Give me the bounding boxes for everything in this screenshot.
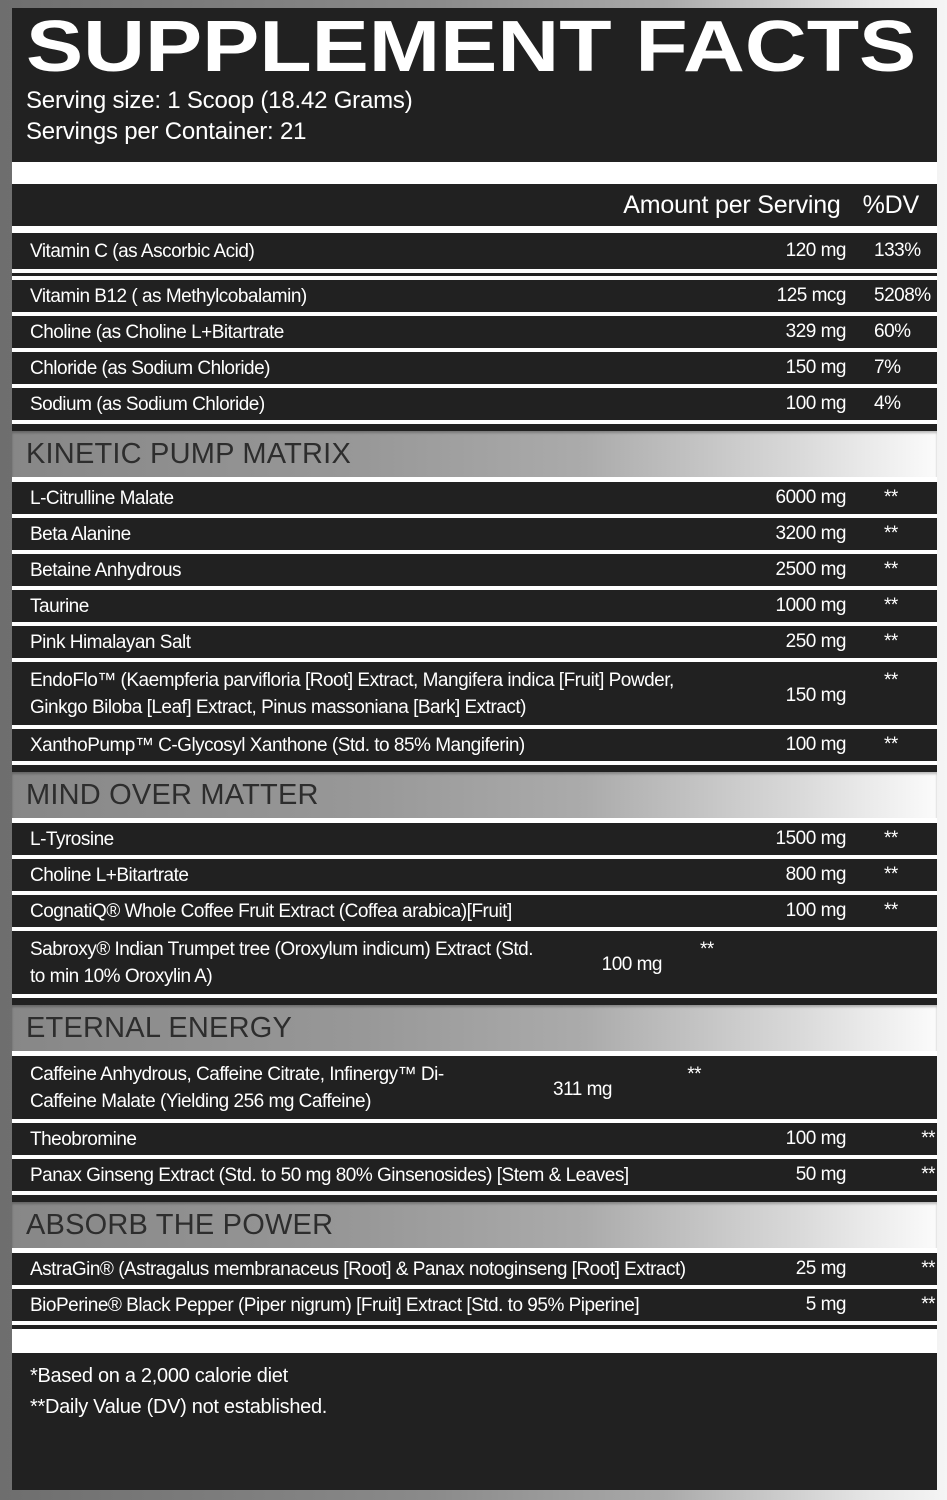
ingredient-row	[12, 388, 937, 424]
ingredient-amount: 100 mg	[785, 900, 846, 921]
ingredient-amount: 100 mg	[785, 734, 846, 755]
ingredient-name: Chloride (as Sodium Chloride)	[30, 357, 270, 379]
ingredient-amount: 329 mg	[785, 321, 846, 342]
ingredient-name: Sabroxy® Indian Trumpet tree (Oroxylum indicum) Extract (Std. to min 10% Oroxylin A)	[30, 939, 534, 987]
ingredient-amount: 2500 mg	[775, 559, 846, 580]
ingredient-dv: 60%	[874, 321, 911, 342]
ingredient-amount: 3200 mg	[775, 523, 846, 544]
ingredient-dv: **	[700, 939, 714, 960]
ingredient-amount: 5 mg	[805, 1294, 846, 1315]
ingredient-name: Sodium (as Sodium Chloride)	[30, 393, 265, 415]
ingredient-dv: **	[884, 523, 898, 544]
section-header-mind-over-matter: MIND OVER MATTER	[12, 772, 937, 823]
ingredient-row	[12, 931, 937, 998]
ingredient-name: Caffeine Anhydrous, Caffeine Citrate, Infinergy™ Di-Caffeine Malate (Yielding 256 mg Caffeine)	[30, 1064, 444, 1112]
footnotes	[12, 1353, 937, 1423]
ingredient-name: XanthoPump™ C-Glycosyl Xanthone (Std. to 85% Mangiferin)	[30, 734, 525, 756]
ingredient-row	[12, 280, 937, 316]
footnote-calorie-diet: *Based on a 2,000 calorie diet	[30, 1365, 288, 1387]
ingredient-name: EndoFlo™ (Kaempferia parvifloria [Root] Extract, Mangifera indica [Fruit] Powder, Ginkgo Biloba [Leaf] Extract, Pinus massoniana [Bark] Extract)	[30, 670, 674, 718]
ingredient-amount: 100 mg	[785, 1128, 846, 1149]
ingredient-row	[12, 1123, 937, 1159]
ingredient-row	[12, 1056, 937, 1123]
ingredient-dv: **	[884, 559, 898, 580]
ingredient-name: Pink Himalayan Salt	[30, 631, 191, 653]
ingredient-name: Theobromine	[30, 1128, 137, 1150]
ingredient-amount: 125 mcg	[776, 285, 846, 306]
section-header-kinetic-pump-matrix: KINETIC PUMP MATRIX	[12, 431, 937, 482]
column-headers	[12, 184, 937, 226]
ingredient-amount: 311 mg	[553, 1078, 612, 1100]
ingredient-amount: 150 mg	[785, 684, 846, 706]
section-header-absorb-the-power: ABSORB THE POWER	[12, 1202, 937, 1253]
ingredient-row	[12, 233, 937, 269]
ingredient-amount: 1500 mg	[775, 828, 846, 849]
ingredient-row	[12, 554, 937, 590]
ingredient-amount: 100 mg	[785, 393, 846, 414]
ingredient-row	[12, 518, 937, 554]
ingredient-amount: 120 mg	[785, 240, 846, 261]
ingredient-amount: 250 mg	[785, 631, 846, 652]
ingredient-name: Choline L+Bitartrate	[30, 864, 189, 886]
ingredient-row	[12, 662, 937, 729]
ingredient-amount: 6000 mg	[775, 487, 846, 508]
ingredient-dv: **	[884, 487, 898, 508]
ingredient-row	[12, 1253, 937, 1289]
ingredient-row	[12, 1289, 937, 1325]
ingredient-dv: 7%	[874, 357, 901, 378]
footnote-daily-value: **Daily Value (DV) not established.	[30, 1396, 328, 1418]
section-header-eternal-energy: ETERNAL ENERGY	[12, 1005, 937, 1056]
ingredient-name: BioPerine® Black Pepper (Piper nigrum) [Fruit] Extract [Std. to 95% Piperine]	[30, 1294, 640, 1316]
ingredient-dv: **	[884, 595, 898, 616]
ingredient-name: Choline (as Choline L+Bitartrate	[30, 321, 284, 343]
ingredient-row	[12, 823, 937, 859]
ingredient-dv: **	[921, 1128, 935, 1149]
ingredient-dv: **	[884, 900, 898, 921]
ingredient-row	[12, 482, 937, 518]
ingredient-name: AstraGin® (Astragalus membranaceus [Root] & Panax notoginseng [Root] Extract)	[30, 1258, 686, 1280]
ingredient-dv: **	[884, 828, 898, 849]
ingredient-dv: **	[687, 1064, 701, 1085]
ingredient-dv: **	[884, 864, 898, 885]
ingredient-dv: **	[884, 670, 898, 691]
ingredient-name: CognatiQ® Whole Coffee Fruit Extract (Coffea arabica)[Fruit]	[30, 900, 512, 922]
ingredient-dv: **	[884, 631, 898, 652]
ingredient-row	[12, 1159, 937, 1195]
ingredient-amount: 100 mg	[601, 953, 662, 975]
ingredient-row	[12, 895, 937, 931]
ingredient-name: L-Citrulline Malate	[30, 487, 174, 509]
ingredient-name: Betaine Anhydrous	[30, 559, 182, 581]
ingredient-row	[12, 626, 937, 662]
ingredient-name: Taurine	[30, 595, 89, 617]
ingredient-name: Panax Ginseng Extract (Std. to 50 mg 80% Ginsenosides) [Stem & Leaves]	[30, 1164, 629, 1186]
ingredient-name: Vitamin C (as Ascorbic Acid)	[30, 240, 255, 262]
supplement-facts-panel	[12, 8, 937, 1490]
ingredient-row	[12, 352, 937, 388]
ingredient-row	[12, 859, 937, 895]
divider-thick-bottom	[12, 1329, 937, 1353]
divider-thick	[12, 162, 937, 184]
ingredient-name: Beta Alanine	[30, 523, 131, 545]
divider-double	[12, 269, 937, 280]
page-title: SUPPLEMENT FACTS	[26, 8, 917, 87]
ingredient-name: L-Tyrosine	[30, 828, 114, 850]
amount-per-serving-header: Amount per Serving	[623, 190, 841, 219]
ingredient-dv: **	[921, 1258, 935, 1279]
ingredient-row	[12, 590, 937, 626]
ingredient-dv: 4%	[874, 393, 901, 414]
ingredient-amount: 50 mg	[795, 1164, 846, 1185]
ingredient-dv: **	[884, 734, 898, 755]
ingredient-amount: 800 mg	[785, 864, 846, 885]
dv-header: %DV	[862, 190, 919, 219]
ingredient-amount: 150 mg	[785, 357, 846, 378]
servings-per-container: Servings per Container: 21	[26, 118, 307, 145]
ingredient-amount: 25 mg	[795, 1258, 846, 1279]
serving-size: Serving size: 1 Scoop (18.42 Grams)	[26, 87, 413, 114]
ingredient-row	[12, 729, 937, 765]
ingredient-dv: **	[921, 1164, 935, 1185]
ingredient-row	[12, 316, 937, 352]
ingredient-dv: **	[921, 1294, 935, 1315]
ingredient-amount: 1000 mg	[775, 595, 846, 616]
divider-thin	[12, 226, 937, 233]
ingredient-dv: 133%	[874, 240, 921, 261]
ingredient-name: Vitamin B12 ( as Methylcobalamin)	[30, 285, 307, 307]
ingredient-dv: 5208%	[874, 285, 931, 306]
